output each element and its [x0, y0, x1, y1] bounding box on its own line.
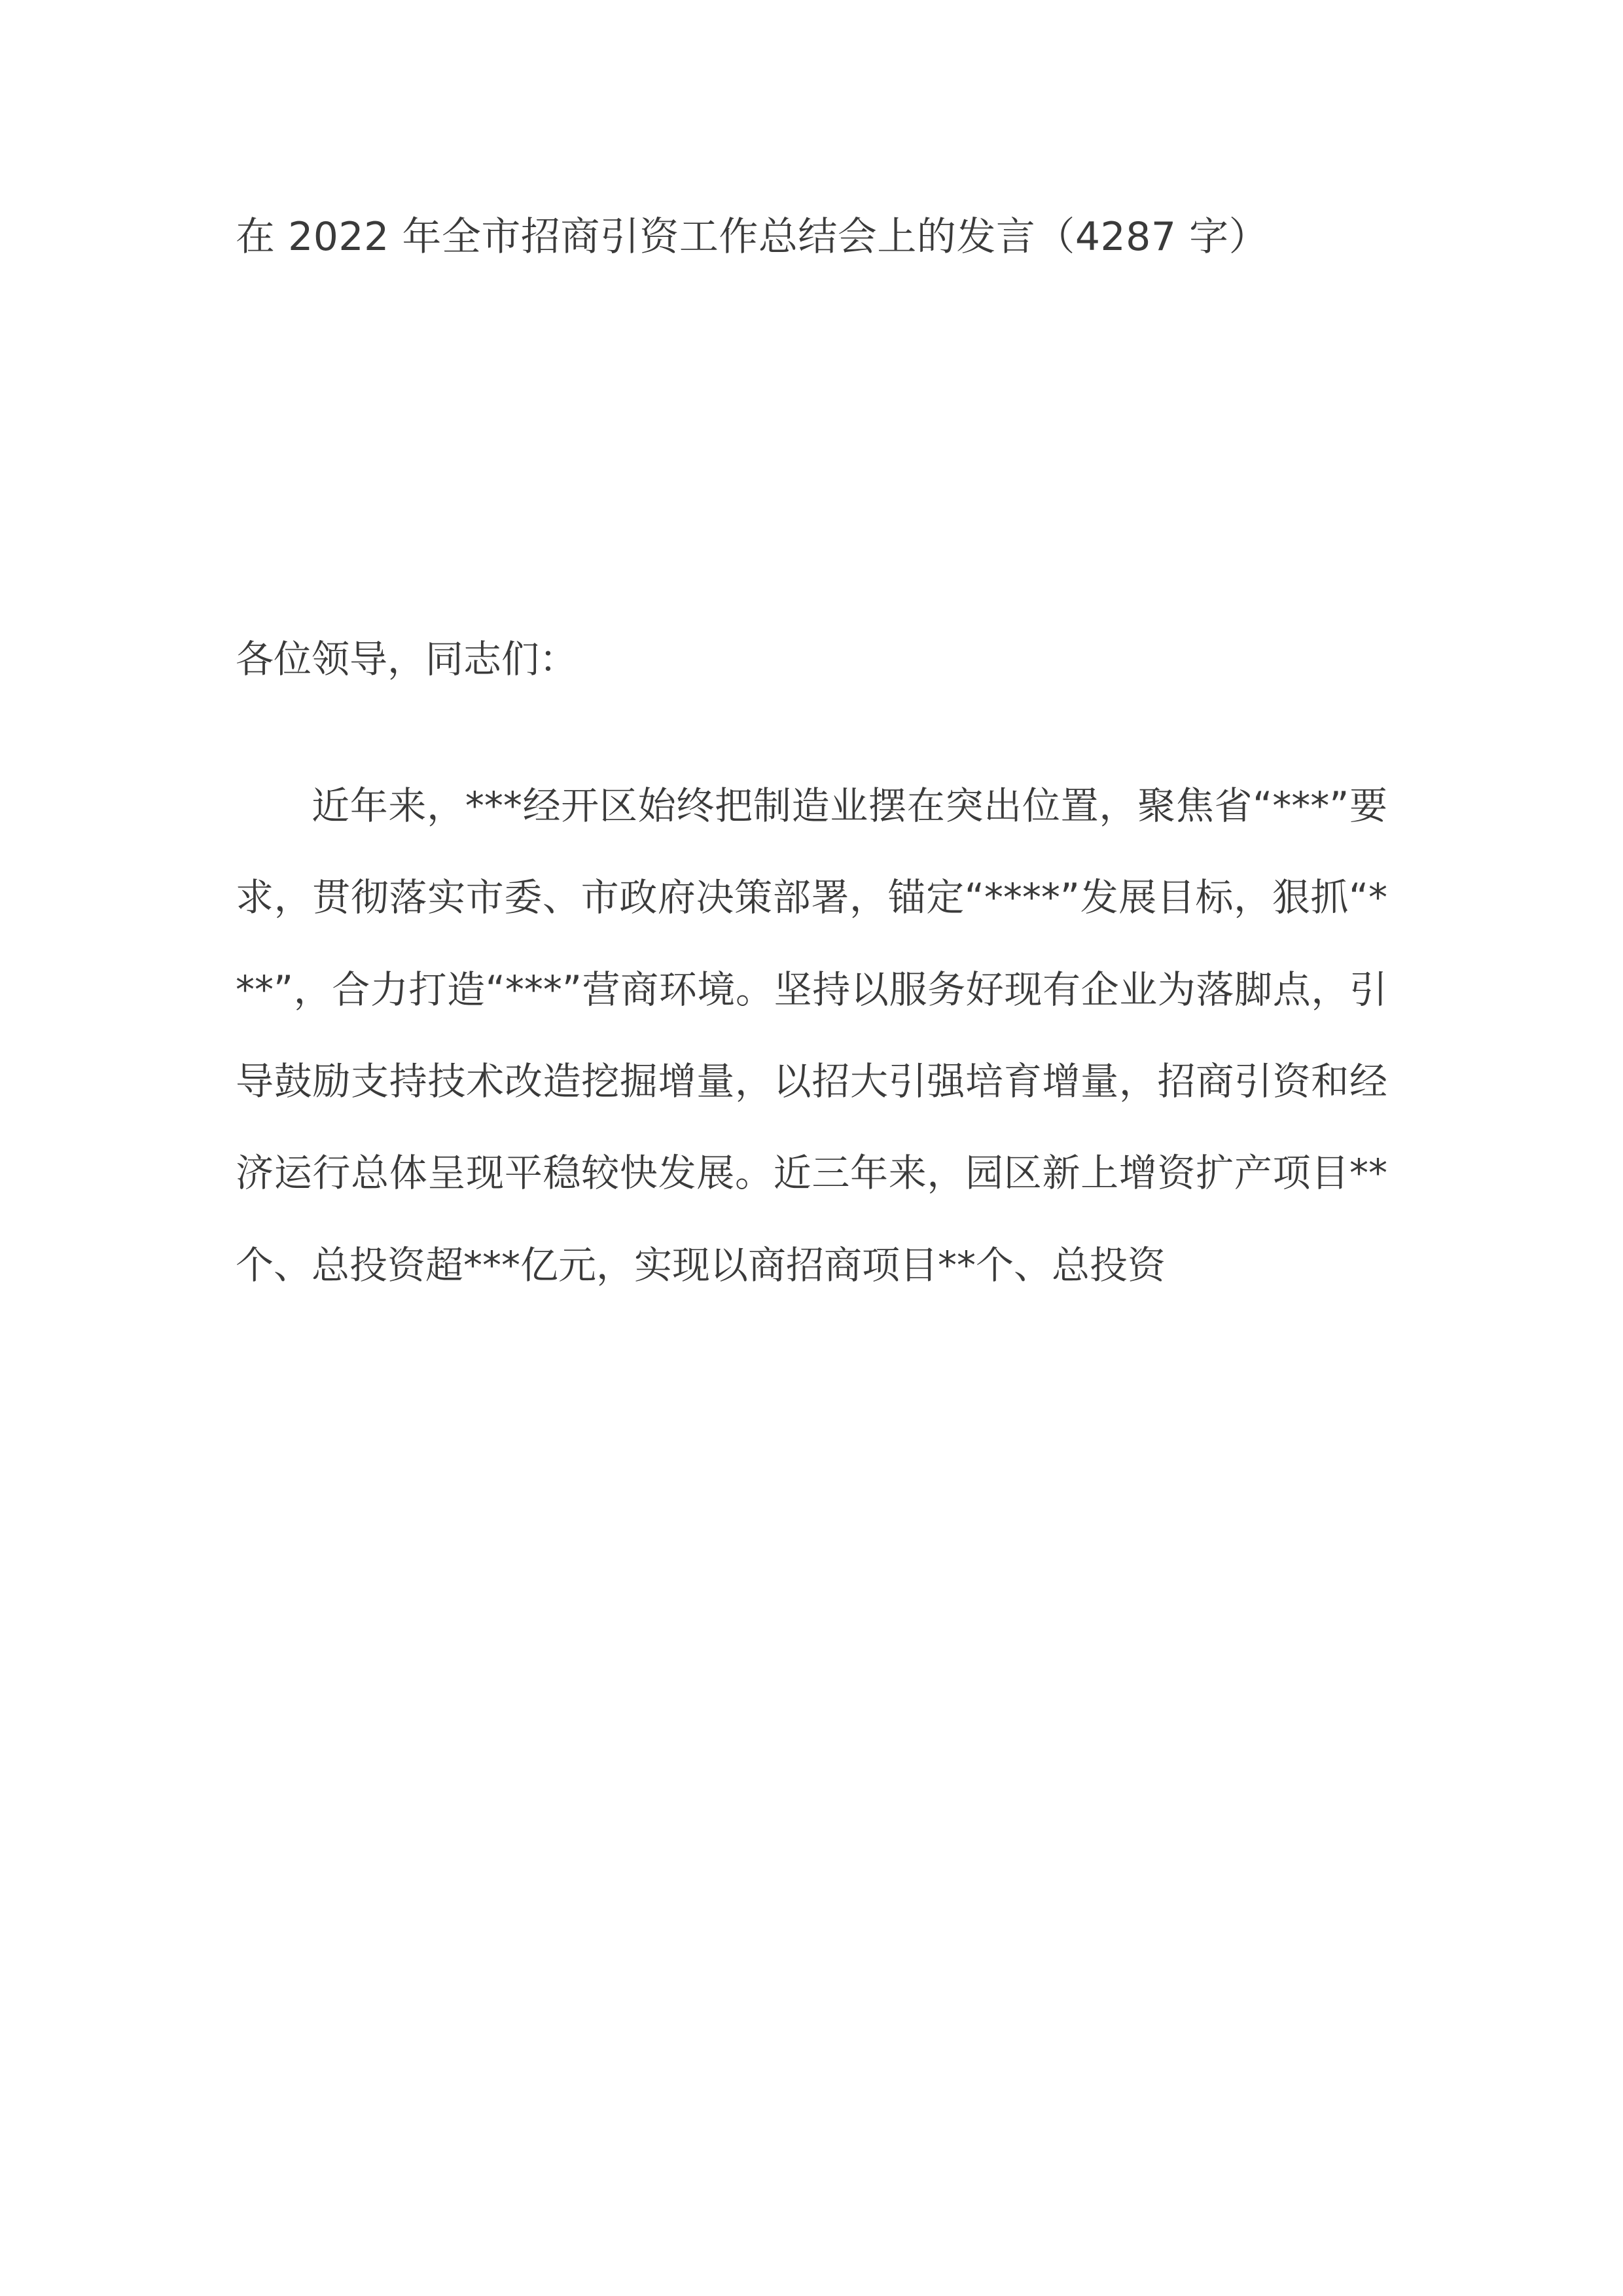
body-paragraph: 近年来，***经开区始终把制造业摆在突出位置，聚焦省“***”要求，贯彻落实市委、市政府决策部署，锚定“****”发展目标，狠抓“***”，合力打造“***”营商环境。坚持以服务好现有企业为落脚点，引导鼓励支持技术改造挖掘增量，以招大引强培育增量，招商引资和经济运行总体呈现平稳较快发展。近三年来，园区新上增资扩产项目**个、总投资超***亿元，实现以商招商项目**个、总投资 [236, 783, 1387, 1287]
title-body-spacer [236, 264, 1387, 631]
document-content [236, 0, 1387, 1311]
salutation: 各位领导，同志们： [236, 637, 578, 681]
page-title: 在 2022 年全市招商引资工作总结会上的发言（4287 字） [236, 214, 1269, 260]
